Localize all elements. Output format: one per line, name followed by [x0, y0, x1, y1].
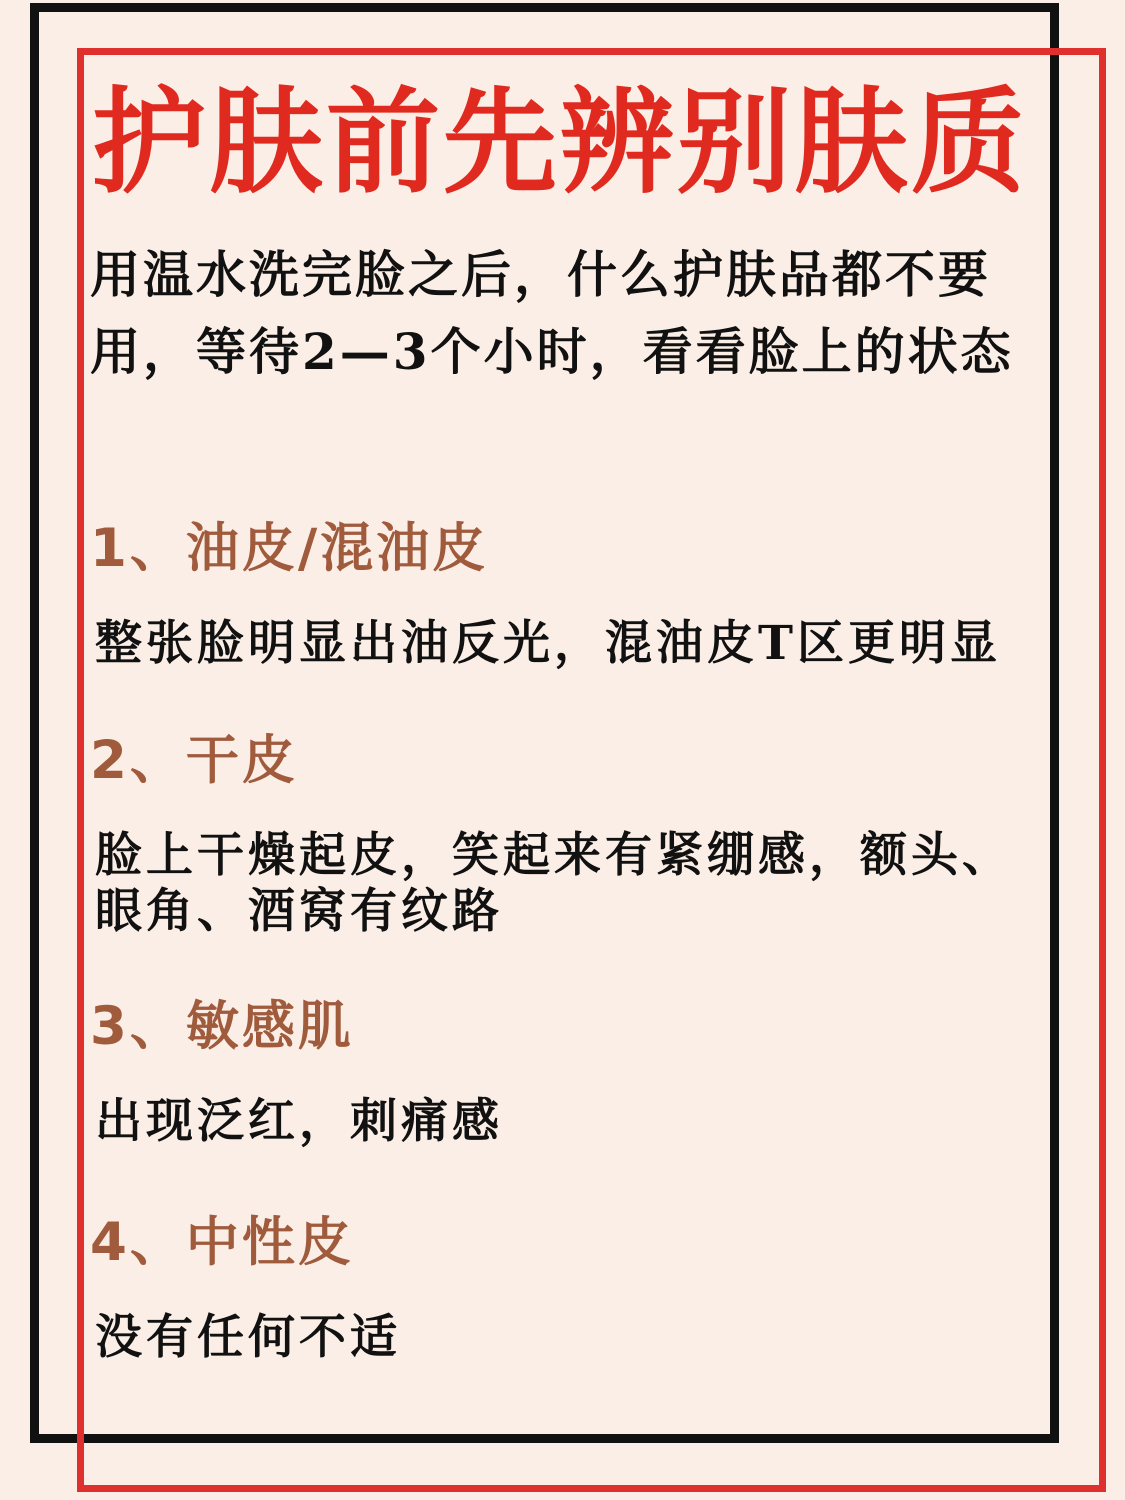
section-text-dry: 脸上干燥起皮，笑起来有紧绷感，额头、眼角、酒窝有纹路	[95, 828, 1013, 939]
section-heading-sensitive: 3、敏感肌	[90, 996, 354, 1057]
section-text-normal: 没有任何不适	[95, 1310, 401, 1365]
section-text-oily: 整张脸明显出油反光，混油皮T区更明显	[95, 616, 1001, 671]
page-title: 护肤前先辨别肤质	[92, 76, 1029, 209]
section-heading-dry: 2、干皮	[90, 730, 298, 791]
intro-text: 用温水洗完脸之后，什么护肤品都不要用，等待2—3个小时，看看脸上的状态	[90, 245, 1014, 381]
section-text-sensitive: 出现泛红，刺痛感	[95, 1094, 503, 1149]
section-heading-normal: 4、中性皮	[90, 1212, 354, 1273]
section-heading-oily: 1、油皮/混油皮	[90, 518, 489, 579]
